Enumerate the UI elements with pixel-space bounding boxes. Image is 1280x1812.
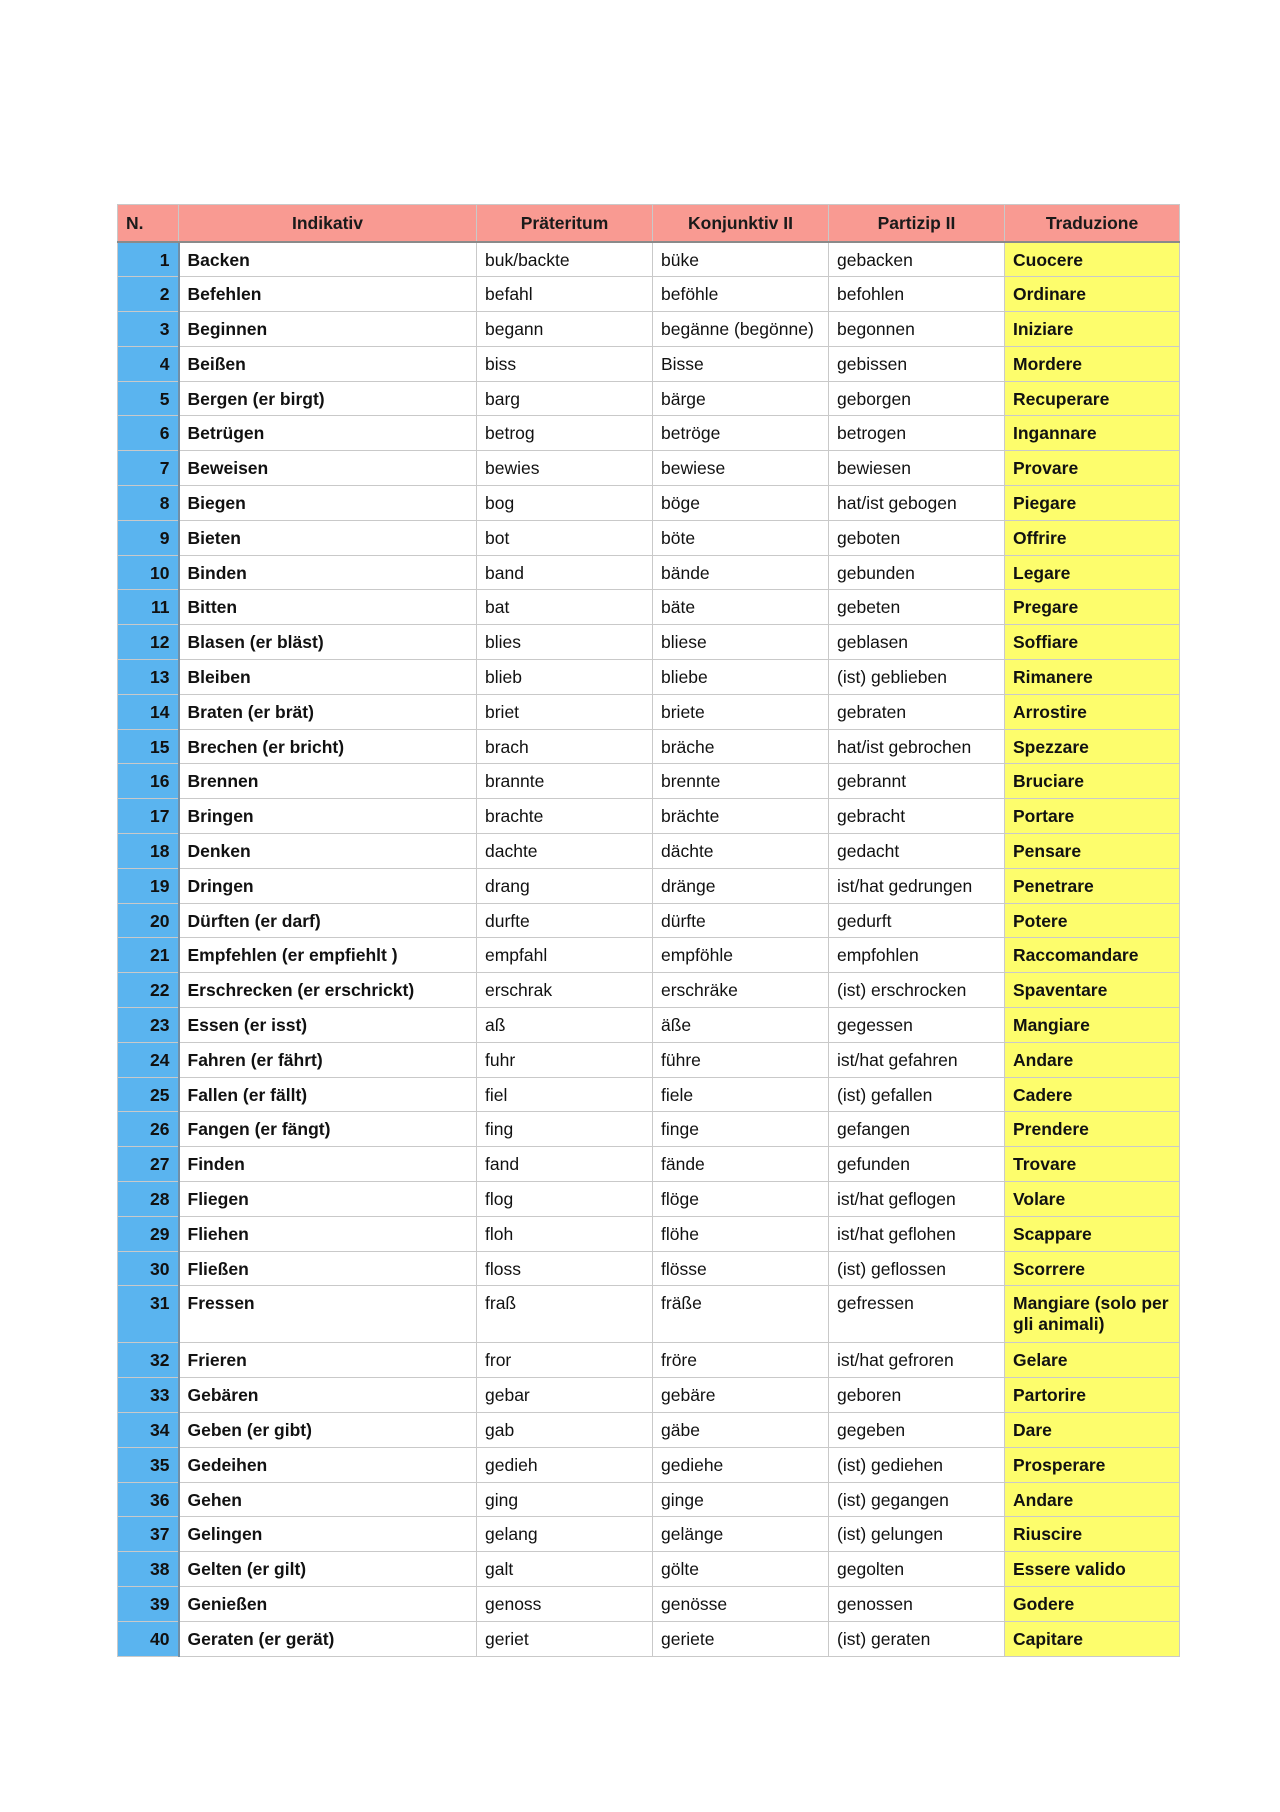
header-prateritum: Präteritum — [477, 205, 653, 243]
cell-traduzione: Partorire — [1005, 1378, 1180, 1413]
header-partizip-ii: Partizip II — [829, 205, 1005, 243]
cell-partizip-ii: geblasen — [829, 625, 1005, 660]
table-row — [118, 520, 1180, 555]
cell-prateritum: blieb — [477, 660, 653, 695]
cell-partizip-ii: gefunden — [829, 1147, 1005, 1182]
cell-indikativ: Binden — [179, 555, 477, 590]
table-row — [118, 1182, 1180, 1217]
cell-konjunktiv-ii: büke — [653, 242, 829, 277]
header-konjunktiv-ii: Konjunktiv II — [653, 205, 829, 243]
cell-number: 30 — [118, 1251, 179, 1286]
cell-indikativ: Bergen (er birgt) — [179, 381, 477, 416]
header-indikativ: Indikativ — [179, 205, 477, 243]
cell-number: 36 — [118, 1482, 179, 1517]
cell-prateritum: begann — [477, 312, 653, 347]
cell-konjunktiv-ii: geriete — [653, 1621, 829, 1656]
cell-partizip-ii: gefressen — [829, 1286, 1005, 1343]
cell-traduzione: Scappare — [1005, 1216, 1180, 1251]
cell-prateritum: band — [477, 555, 653, 590]
table-header — [118, 205, 1180, 243]
cell-partizip-ii: hat/ist gebogen — [829, 486, 1005, 521]
table-row — [118, 1447, 1180, 1482]
table-row — [118, 1216, 1180, 1251]
cell-indikativ: Geben (er gibt) — [179, 1413, 477, 1448]
cell-number: 39 — [118, 1586, 179, 1621]
cell-traduzione: Ordinare — [1005, 277, 1180, 312]
cell-konjunktiv-ii: Bisse — [653, 346, 829, 381]
cell-prateritum: fuhr — [477, 1042, 653, 1077]
cell-number: 5 — [118, 381, 179, 416]
table-row — [118, 1413, 1180, 1448]
cell-indikativ: Dürften (er darf) — [179, 903, 477, 938]
cell-partizip-ii: (ist) gefallen — [829, 1077, 1005, 1112]
cell-traduzione: Spaventare — [1005, 973, 1180, 1008]
cell-konjunktiv-ii: führe — [653, 1042, 829, 1077]
table-row — [118, 1147, 1180, 1182]
cell-indikativ: Essen (er isst) — [179, 1008, 477, 1043]
cell-indikativ: Befehlen — [179, 277, 477, 312]
cell-prateritum: gedieh — [477, 1447, 653, 1482]
table-row — [118, 381, 1180, 416]
cell-konjunktiv-ii: fände — [653, 1147, 829, 1182]
cell-prateritum: blies — [477, 625, 653, 660]
cell-konjunktiv-ii: empföhle — [653, 938, 829, 973]
cell-traduzione: Riuscire — [1005, 1517, 1180, 1552]
cell-partizip-ii: ist/hat gedrungen — [829, 868, 1005, 903]
cell-number: 9 — [118, 520, 179, 555]
cell-konjunktiv-ii: gäbe — [653, 1413, 829, 1448]
table-row — [118, 1286, 1180, 1343]
cell-konjunktiv-ii: dürfte — [653, 903, 829, 938]
header-traduzione: Traduzione — [1005, 205, 1180, 243]
table-row — [118, 938, 1180, 973]
cell-prateritum: buk/backte — [477, 242, 653, 277]
cell-number: 6 — [118, 416, 179, 451]
table-row — [118, 1042, 1180, 1077]
cell-indikativ: Bringen — [179, 799, 477, 834]
cell-konjunktiv-ii: bliese — [653, 625, 829, 660]
cell-prateritum: brach — [477, 729, 653, 764]
cell-prateritum: durfte — [477, 903, 653, 938]
cell-konjunktiv-ii: brächte — [653, 799, 829, 834]
cell-traduzione: Pregare — [1005, 590, 1180, 625]
cell-traduzione: Raccomandare — [1005, 938, 1180, 973]
cell-number: 28 — [118, 1182, 179, 1217]
cell-traduzione: Pensare — [1005, 834, 1180, 869]
cell-prateritum: briet — [477, 694, 653, 729]
cell-number: 35 — [118, 1447, 179, 1482]
table-row — [118, 1008, 1180, 1043]
table-row — [118, 1077, 1180, 1112]
cell-number: 3 — [118, 312, 179, 347]
cell-prateritum: genoss — [477, 1586, 653, 1621]
cell-number: 31 — [118, 1286, 179, 1343]
cell-number: 12 — [118, 625, 179, 660]
cell-number: 32 — [118, 1343, 179, 1378]
cell-indikativ: Finden — [179, 1147, 477, 1182]
cell-partizip-ii: (ist) geraten — [829, 1621, 1005, 1656]
table-row — [118, 1251, 1180, 1286]
cell-partizip-ii: gedurft — [829, 903, 1005, 938]
table-row — [118, 416, 1180, 451]
cell-prateritum: fraß — [477, 1286, 653, 1343]
cell-number: 23 — [118, 1008, 179, 1043]
cell-konjunktiv-ii: beföhle — [653, 277, 829, 312]
cell-partizip-ii: ist/hat geflohen — [829, 1216, 1005, 1251]
cell-konjunktiv-ii: brennte — [653, 764, 829, 799]
cell-konjunktiv-ii: flöhe — [653, 1216, 829, 1251]
table-row — [118, 625, 1180, 660]
table-row — [118, 1343, 1180, 1378]
cell-indikativ: Gedeihen — [179, 1447, 477, 1482]
table-row — [118, 729, 1180, 764]
cell-indikativ: Fliegen — [179, 1182, 477, 1217]
cell-number: 1 — [118, 242, 179, 277]
cell-prateritum: gab — [477, 1413, 653, 1448]
table-row — [118, 555, 1180, 590]
cell-prateritum: bot — [477, 520, 653, 555]
cell-partizip-ii: (ist) erschrocken — [829, 973, 1005, 1008]
cell-traduzione: Potere — [1005, 903, 1180, 938]
cell-indikativ: Braten (er brät) — [179, 694, 477, 729]
cell-konjunktiv-ii: bliebe — [653, 660, 829, 695]
cell-konjunktiv-ii: äße — [653, 1008, 829, 1043]
cell-number: 11 — [118, 590, 179, 625]
cell-prateritum: barg — [477, 381, 653, 416]
cell-traduzione: Scorrere — [1005, 1251, 1180, 1286]
cell-traduzione: Portare — [1005, 799, 1180, 834]
cell-konjunktiv-ii: fräße — [653, 1286, 829, 1343]
cell-traduzione: Trovare — [1005, 1147, 1180, 1182]
cell-indikativ: Brechen (er bricht) — [179, 729, 477, 764]
cell-indikativ: Empfehlen (er empfiehlt ) — [179, 938, 477, 973]
cell-prateritum: geriet — [477, 1621, 653, 1656]
table-row — [118, 451, 1180, 486]
cell-konjunktiv-ii: erschräke — [653, 973, 829, 1008]
cell-traduzione: Andare — [1005, 1482, 1180, 1517]
cell-prateritum: gebar — [477, 1378, 653, 1413]
table-row — [118, 1586, 1180, 1621]
cell-traduzione: Cuocere — [1005, 242, 1180, 277]
cell-number: 37 — [118, 1517, 179, 1552]
cell-indikativ: Bitten — [179, 590, 477, 625]
table-body — [118, 242, 1180, 1656]
cell-number: 22 — [118, 973, 179, 1008]
cell-traduzione: Ingannare — [1005, 416, 1180, 451]
cell-prateritum: befahl — [477, 277, 653, 312]
cell-number: 16 — [118, 764, 179, 799]
table-row — [118, 1112, 1180, 1147]
cell-partizip-ii: gebraten — [829, 694, 1005, 729]
cell-partizip-ii: gebracht — [829, 799, 1005, 834]
cell-prateritum: aß — [477, 1008, 653, 1043]
table-row — [118, 1517, 1180, 1552]
cell-number: 15 — [118, 729, 179, 764]
cell-indikativ: Gehen — [179, 1482, 477, 1517]
table-row — [118, 1378, 1180, 1413]
cell-indikativ: Beginnen — [179, 312, 477, 347]
table-row — [118, 660, 1180, 695]
cell-traduzione: Cadere — [1005, 1077, 1180, 1112]
cell-prateritum: fror — [477, 1343, 653, 1378]
cell-indikativ: Blasen (er bläst) — [179, 625, 477, 660]
cell-number: 34 — [118, 1413, 179, 1448]
cell-number: 21 — [118, 938, 179, 973]
cell-prateritum: fing — [477, 1112, 653, 1147]
cell-indikativ: Bieten — [179, 520, 477, 555]
cell-traduzione: Spezzare — [1005, 729, 1180, 764]
cell-konjunktiv-ii: fiele — [653, 1077, 829, 1112]
cell-konjunktiv-ii: gediehe — [653, 1447, 829, 1482]
cell-partizip-ii: geboten — [829, 520, 1005, 555]
cell-traduzione: Iniziare — [1005, 312, 1180, 347]
cell-traduzione: Offrire — [1005, 520, 1180, 555]
cell-prateritum: floh — [477, 1216, 653, 1251]
cell-konjunktiv-ii: fröre — [653, 1343, 829, 1378]
cell-prateritum: floss — [477, 1251, 653, 1286]
cell-konjunktiv-ii: bräche — [653, 729, 829, 764]
cell-traduzione: Penetrare — [1005, 868, 1180, 903]
cell-konjunktiv-ii: gebäre — [653, 1378, 829, 1413]
cell-prateritum: biss — [477, 346, 653, 381]
cell-number: 26 — [118, 1112, 179, 1147]
cell-konjunktiv-ii: bärge — [653, 381, 829, 416]
cell-partizip-ii: ist/hat gefahren — [829, 1042, 1005, 1077]
cell-indikativ: Backen — [179, 242, 477, 277]
cell-number: 14 — [118, 694, 179, 729]
cell-traduzione: Mangiare (solo per gli animali) — [1005, 1286, 1180, 1343]
cell-partizip-ii: ist/hat gefroren — [829, 1343, 1005, 1378]
cell-number: 8 — [118, 486, 179, 521]
cell-indikativ: Erschrecken (er erschrickt) — [179, 973, 477, 1008]
cell-indikativ: Gelingen — [179, 1517, 477, 1552]
cell-number: 33 — [118, 1378, 179, 1413]
cell-prateritum: bog — [477, 486, 653, 521]
cell-number: 29 — [118, 1216, 179, 1251]
cell-partizip-ii: gegessen — [829, 1008, 1005, 1043]
cell-partizip-ii: gegolten — [829, 1552, 1005, 1587]
cell-partizip-ii: gebacken — [829, 242, 1005, 277]
cell-prateritum: fand — [477, 1147, 653, 1182]
table-row — [118, 312, 1180, 347]
table-row — [118, 277, 1180, 312]
cell-prateritum: flog — [477, 1182, 653, 1217]
cell-indikativ: Brennen — [179, 764, 477, 799]
cell-konjunktiv-ii: begänne (begönne) — [653, 312, 829, 347]
cell-prateritum: erschrak — [477, 973, 653, 1008]
cell-traduzione: Dare — [1005, 1413, 1180, 1448]
cell-indikativ: Denken — [179, 834, 477, 869]
cell-number: 18 — [118, 834, 179, 869]
cell-number: 20 — [118, 903, 179, 938]
cell-partizip-ii: gebissen — [829, 346, 1005, 381]
cell-traduzione: Provare — [1005, 451, 1180, 486]
table-row — [118, 1482, 1180, 1517]
cell-indikativ: Fahren (er fährt) — [179, 1042, 477, 1077]
cell-traduzione: Essere valido — [1005, 1552, 1180, 1587]
cell-konjunktiv-ii: flöge — [653, 1182, 829, 1217]
cell-partizip-ii: (ist) gegangen — [829, 1482, 1005, 1517]
cell-traduzione: Gelare — [1005, 1343, 1180, 1378]
cell-traduzione: Bruciare — [1005, 764, 1180, 799]
cell-traduzione: Recuperare — [1005, 381, 1180, 416]
cell-partizip-ii: empfohlen — [829, 938, 1005, 973]
header-number: N. — [118, 205, 179, 243]
cell-konjunktiv-ii: dächte — [653, 834, 829, 869]
cell-indikativ: Fangen (er fängt) — [179, 1112, 477, 1147]
cell-partizip-ii: ist/hat geflogen — [829, 1182, 1005, 1217]
cell-number: 17 — [118, 799, 179, 834]
table-row — [118, 694, 1180, 729]
cell-traduzione: Arrostire — [1005, 694, 1180, 729]
cell-traduzione: Soffiare — [1005, 625, 1180, 660]
cell-indikativ: Gelten (er gilt) — [179, 1552, 477, 1587]
cell-number: 13 — [118, 660, 179, 695]
cell-number: 24 — [118, 1042, 179, 1077]
cell-indikativ: Fliehen — [179, 1216, 477, 1251]
cell-prateritum: empfahl — [477, 938, 653, 973]
cell-partizip-ii: befohlen — [829, 277, 1005, 312]
cell-konjunktiv-ii: briete — [653, 694, 829, 729]
cell-indikativ: Biegen — [179, 486, 477, 521]
cell-prateritum: bewies — [477, 451, 653, 486]
cell-indikativ: Genießen — [179, 1586, 477, 1621]
table-row — [118, 590, 1180, 625]
cell-partizip-ii: begonnen — [829, 312, 1005, 347]
cell-number: 27 — [118, 1147, 179, 1182]
table-row — [118, 242, 1180, 277]
cell-traduzione: Prosperare — [1005, 1447, 1180, 1482]
cell-partizip-ii: (ist) geblieben — [829, 660, 1005, 695]
cell-number: 10 — [118, 555, 179, 590]
cell-partizip-ii: gedacht — [829, 834, 1005, 869]
cell-prateritum: dachte — [477, 834, 653, 869]
table-row — [118, 346, 1180, 381]
table-row — [118, 903, 1180, 938]
cell-partizip-ii: (ist) gelungen — [829, 1517, 1005, 1552]
cell-traduzione: Mangiare — [1005, 1008, 1180, 1043]
cell-partizip-ii: gebunden — [829, 555, 1005, 590]
cell-partizip-ii: (ist) gediehen — [829, 1447, 1005, 1482]
cell-indikativ: Fließen — [179, 1251, 477, 1286]
cell-konjunktiv-ii: genösse — [653, 1586, 829, 1621]
cell-partizip-ii: gebrannt — [829, 764, 1005, 799]
cell-konjunktiv-ii: böge — [653, 486, 829, 521]
table-row — [118, 1621, 1180, 1656]
cell-number: 19 — [118, 868, 179, 903]
cell-konjunktiv-ii: böte — [653, 520, 829, 555]
cell-partizip-ii: gefangen — [829, 1112, 1005, 1147]
cell-konjunktiv-ii: bewiese — [653, 451, 829, 486]
cell-number: 25 — [118, 1077, 179, 1112]
table-row — [118, 799, 1180, 834]
cell-indikativ: Gebären — [179, 1378, 477, 1413]
cell-konjunktiv-ii: ginge — [653, 1482, 829, 1517]
cell-number: 7 — [118, 451, 179, 486]
cell-traduzione: Capitare — [1005, 1621, 1180, 1656]
cell-traduzione: Godere — [1005, 1586, 1180, 1621]
cell-prateritum: galt — [477, 1552, 653, 1587]
cell-partizip-ii: gebeten — [829, 590, 1005, 625]
cell-traduzione: Prendere — [1005, 1112, 1180, 1147]
table-row — [118, 834, 1180, 869]
verbs-table — [117, 204, 1180, 1657]
cell-prateritum: betrog — [477, 416, 653, 451]
cell-partizip-ii: gegeben — [829, 1413, 1005, 1448]
cell-traduzione: Legare — [1005, 555, 1180, 590]
cell-traduzione: Volare — [1005, 1182, 1180, 1217]
cell-number: 38 — [118, 1552, 179, 1587]
cell-konjunktiv-ii: gölte — [653, 1552, 829, 1587]
cell-partizip-ii: bewiesen — [829, 451, 1005, 486]
cell-indikativ: Fallen (er fällt) — [179, 1077, 477, 1112]
cell-konjunktiv-ii: bäte — [653, 590, 829, 625]
cell-indikativ: Dringen — [179, 868, 477, 903]
cell-prateritum: brannte — [477, 764, 653, 799]
table-row — [118, 868, 1180, 903]
cell-prateritum: gelang — [477, 1517, 653, 1552]
cell-prateritum: brachte — [477, 799, 653, 834]
cell-prateritum: ging — [477, 1482, 653, 1517]
cell-traduzione: Mordere — [1005, 346, 1180, 381]
cell-prateritum: fiel — [477, 1077, 653, 1112]
cell-number: 2 — [118, 277, 179, 312]
cell-indikativ: Frieren — [179, 1343, 477, 1378]
cell-konjunktiv-ii: bände — [653, 555, 829, 590]
cell-prateritum: bat — [477, 590, 653, 625]
header-row — [118, 205, 1180, 243]
cell-partizip-ii: geboren — [829, 1378, 1005, 1413]
cell-partizip-ii: hat/ist gebrochen — [829, 729, 1005, 764]
cell-indikativ: Fressen — [179, 1286, 477, 1343]
cell-indikativ: Geraten (er gerät) — [179, 1621, 477, 1656]
cell-indikativ: Beweisen — [179, 451, 477, 486]
cell-traduzione: Rimanere — [1005, 660, 1180, 695]
cell-indikativ: Bleiben — [179, 660, 477, 695]
cell-traduzione: Andare — [1005, 1042, 1180, 1077]
table-row — [118, 764, 1180, 799]
cell-number: 4 — [118, 346, 179, 381]
table-row — [118, 486, 1180, 521]
table-row — [118, 1552, 1180, 1587]
cell-konjunktiv-ii: dränge — [653, 868, 829, 903]
cell-indikativ: Beißen — [179, 346, 477, 381]
cell-partizip-ii: betrogen — [829, 416, 1005, 451]
table-row — [118, 973, 1180, 1008]
cell-partizip-ii: (ist) geflossen — [829, 1251, 1005, 1286]
cell-partizip-ii: genossen — [829, 1586, 1005, 1621]
cell-konjunktiv-ii: gelänge — [653, 1517, 829, 1552]
cell-number: 40 — [118, 1621, 179, 1656]
cell-traduzione: Piegare — [1005, 486, 1180, 521]
cell-indikativ: Betrügen — [179, 416, 477, 451]
cell-konjunktiv-ii: betröge — [653, 416, 829, 451]
cell-prateritum: drang — [477, 868, 653, 903]
cell-partizip-ii: geborgen — [829, 381, 1005, 416]
cell-konjunktiv-ii: flösse — [653, 1251, 829, 1286]
cell-konjunktiv-ii: finge — [653, 1112, 829, 1147]
